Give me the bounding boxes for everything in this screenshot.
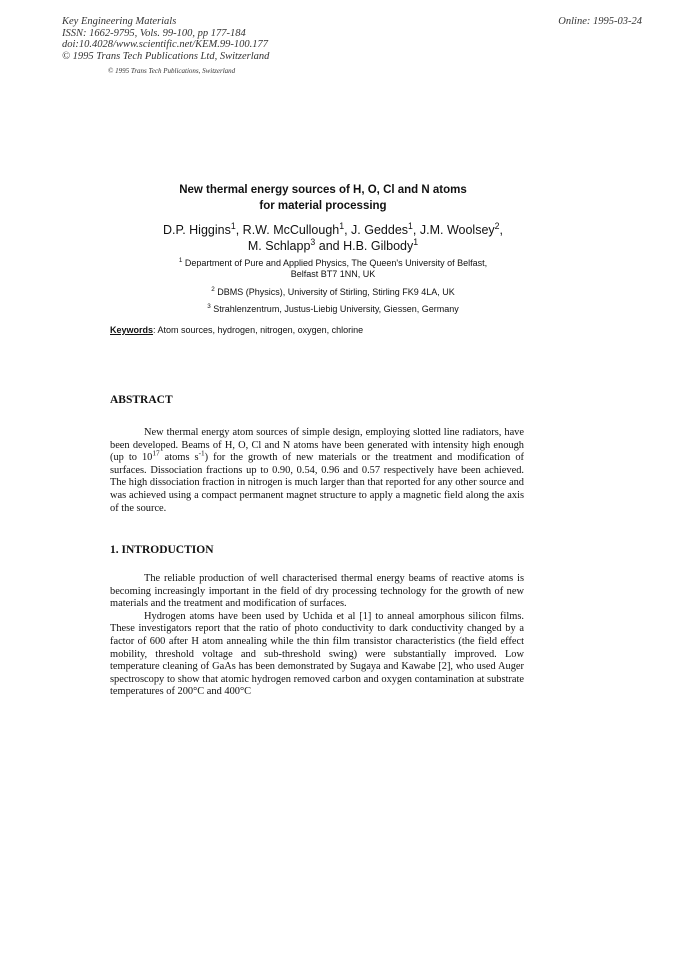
author-name: and H.B. Gilbody — [315, 239, 414, 253]
keywords-text: : Atom sources, hydrogen, nitrogen, oxygen, chlorine — [153, 325, 364, 335]
doi-link[interactable]: doi:10.4028/www.scientific.net/KEM.99-100.177 — [62, 39, 268, 50]
exponent: -1 — [198, 449, 205, 458]
affiliation-2 — [110, 287, 556, 298]
affil-sup: 2 — [211, 286, 215, 293]
affil-text: Strahlenzentrum, Justus-Liebig University, Giessen, Germany — [210, 304, 459, 314]
exponent: 17 — [152, 449, 160, 458]
author-list — [110, 222, 556, 254]
abstract-text: ) for the growth of new materials or the treatment and modification of surfaces. Dissociation fractions up to 0.90, 0.54, 0.96 and 0.57 respectively have been achieved. The high dissociation fraction in nitrogen is much larger than that reported for any other source and was achieved using a compact permanent magnet structure to apply a magnetic field along the axis of the source. — [110, 452, 524, 514]
affiliation-3 — [110, 304, 556, 315]
abstract-text: New thermal energy atom sources of simple design, employing slotted line radiators, have been developed. Beams of H, O, Cl and N atoms have been generated with intensity high enough (up to 10 — [110, 427, 524, 464]
author-affil-sup: 2 — [494, 220, 500, 231]
affil-text: DBMS (Physics), University of Stirling, Stirling FK9 4LA, UK — [214, 287, 455, 297]
introduction-heading: 1. INTRODUCTION — [110, 544, 214, 556]
introduction-body — [110, 573, 524, 699]
author-affil-sup: 1 — [413, 236, 419, 247]
affiliation-1 — [110, 258, 556, 279]
abstract-body — [110, 427, 524, 515]
keywords — [110, 325, 363, 335]
author-name: , J. Geddes — [344, 223, 409, 237]
online-date: Online: 1995-03-24 — [558, 16, 642, 27]
affil-text: Belfast BT7 1NN, UK — [290, 268, 376, 279]
title-line-2: for material processing — [259, 200, 387, 212]
author-affil-sup: 3 — [310, 236, 316, 247]
keywords-label: Keywords — [110, 325, 154, 335]
author-affil-sup: 1 — [408, 220, 413, 231]
copyright-small: © 1995 Trans Tech Publications, Switzerland — [108, 67, 236, 75]
affil-sup: 3 — [207, 303, 211, 310]
issn-line: ISSN: 1662-9795, Vols. 99-100, pp 177-184 — [62, 27, 246, 39]
author-line-1 — [110, 222, 556, 238]
author-name: , R.W. McCullough — [235, 223, 340, 237]
author-name: , J.M. Woolsey — [412, 223, 495, 237]
abstract-text: atoms s — [159, 452, 199, 464]
abstract-heading: ABSTRACT — [110, 394, 173, 406]
affil-sup: 1 — [178, 257, 183, 264]
author-line-2 — [110, 238, 556, 254]
journal-header — [62, 16, 269, 62]
intro-paragraph-1: The reliable production of well characterised thermal energy beams of reactive atoms is becoming increasingly important in the field of dry processing technology for the growth of new materials and the treatment and modification of surfaces. — [110, 573, 524, 610]
author-separator: , — [499, 223, 504, 237]
journal-name: Key Engineering Materials — [62, 16, 177, 27]
author-affil-sup: 1 — [230, 220, 236, 231]
author-affil-sup: 1 — [339, 220, 345, 231]
intro-paragraph-2: Hydrogen atoms have been used by Uchida et al [1] to anneal amorphous silicon films. These investigators report that the ratio of photo conductivity to dark conductivity changed by a factor of 600 after H atom annealing while the thin film transistor characteristics (the field effect mobility, threshold voltage and sub-threshold swing) were substantially improved. Low temperature cleaning of GaAs has been demonstrated by Sugaya and Kawabe [2], who used Auger spectroscopy to show that atomic hydrogen removed carbon and oxygen contamination at substrate temperatures of 200°C and 400°C — [110, 610, 524, 698]
author-name: M. Schlapp — [247, 239, 311, 253]
copyright-line: © 1995 Trans Tech Publications Ltd, Switzerland — [62, 50, 270, 62]
paper-title — [110, 182, 536, 214]
author-name: D.P. Higgins — [162, 223, 231, 237]
affil-text: Department of Pure and Applied Physics, The Queen's University of Belfast, — [182, 258, 488, 268]
title-line-1: New thermal energy sources of H, O, Cl and N atoms — [179, 184, 467, 196]
